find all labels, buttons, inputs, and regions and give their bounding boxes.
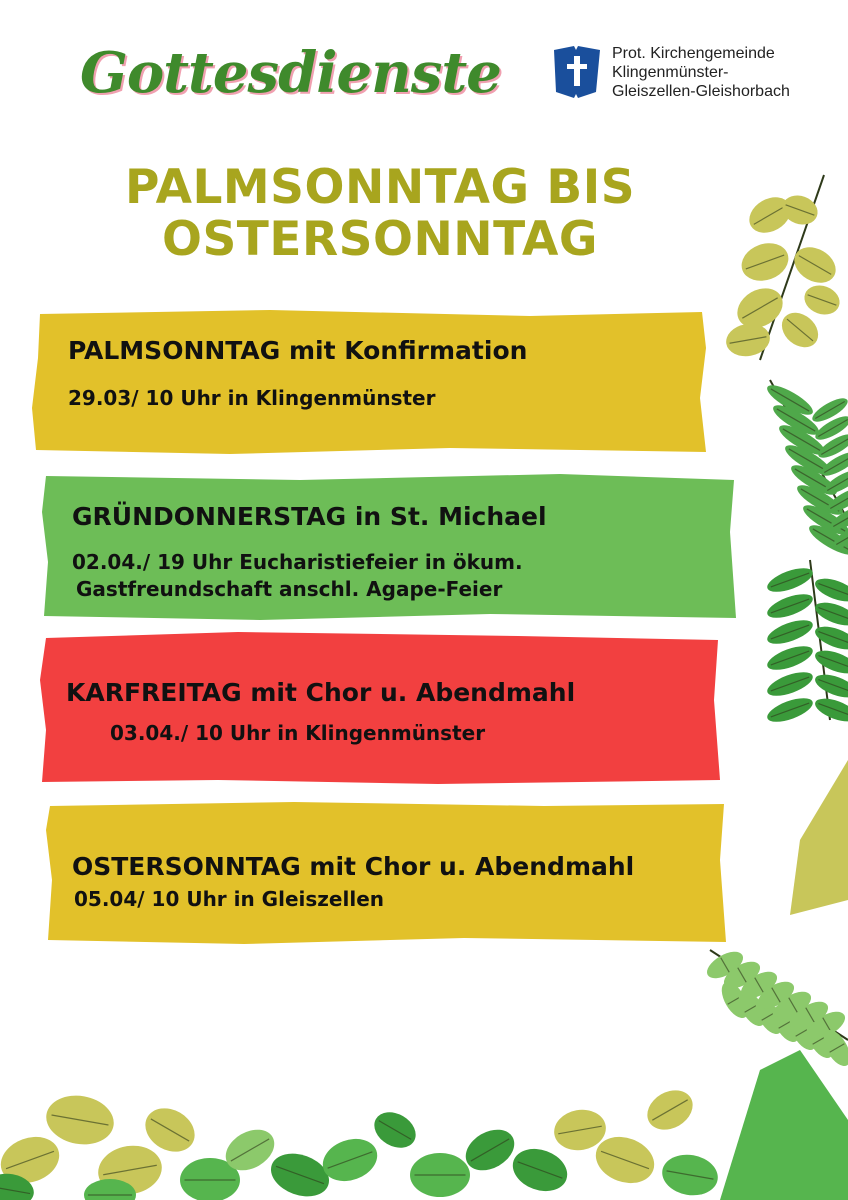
leaf-green: [764, 667, 815, 700]
leaf-olive: [724, 320, 773, 359]
leaf-olive: [800, 281, 843, 320]
headline-line: PALMSONNTAG BIS: [124, 160, 636, 215]
leaf-olive: [778, 191, 821, 230]
event-band: [38, 630, 722, 788]
brush-background: [30, 308, 712, 456]
leaf-green: [812, 574, 848, 606]
event-title: PALMSONNTAG mit Konfirmation: [68, 336, 528, 365]
church-logo: [552, 44, 822, 104]
headline: [0, 162, 760, 266]
poster-title: Gottesdienste: [80, 40, 501, 106]
logo-text: [612, 44, 790, 101]
leaf-bottom: [410, 1153, 470, 1197]
leaf-bottom: [265, 1146, 335, 1200]
leaf-bottom: [42, 1090, 117, 1149]
monstera-leaf: [790, 760, 848, 915]
event-detail: Gastfreundschaft anschl. Agape-Feier: [76, 577, 503, 601]
event-title: OSTERSONNTAG mit Chor u. Abendmahl: [72, 852, 635, 881]
event-title: GRÜNDONNERSTAG in St. Michael: [72, 502, 547, 531]
leaf-green: [764, 693, 815, 726]
leaf-green: [812, 670, 848, 702]
logo-line: Klingenmünster-: [612, 64, 729, 81]
headline-line: OSTERSONNTAG: [162, 212, 598, 267]
event-detail: 02.04./ 19 Uhr Eucharistiefeier in ökum.: [72, 550, 523, 574]
leaf-green: [812, 694, 848, 726]
event-detail: 03.04./ 10 Uhr in Klingenmünster: [110, 721, 486, 745]
brush-background: [38, 630, 722, 788]
leaf-green: [764, 563, 815, 596]
leaf-green: [764, 641, 815, 674]
event-band: [40, 472, 740, 622]
leaf-green: [812, 646, 848, 678]
leaf-bottom: [507, 1142, 573, 1199]
logo-line: Gleiszellen-Gleishorbach: [612, 83, 790, 100]
leaf-green: [764, 615, 815, 648]
event-band: [30, 308, 712, 456]
leaf-bottom: [368, 1105, 422, 1155]
logo-line: Prot. Kirchengemeinde: [612, 45, 775, 62]
leaf-bottom: [640, 1082, 700, 1137]
leaf-bottom: [659, 1150, 721, 1199]
leaf-green: [764, 589, 815, 622]
event-detail: 05.04/ 10 Uhr in Gleiszellen: [74, 887, 384, 911]
leaf-green: [720, 1050, 848, 1200]
church-cross-icon: [552, 44, 602, 100]
event-title: KARFREITAG mit Chor u. Abendmahl: [66, 678, 576, 707]
event-detail: 29.03/ 10 Uhr in Klingenmünster: [68, 386, 436, 410]
leaf-olive: [788, 240, 842, 290]
event-band: [44, 800, 728, 946]
